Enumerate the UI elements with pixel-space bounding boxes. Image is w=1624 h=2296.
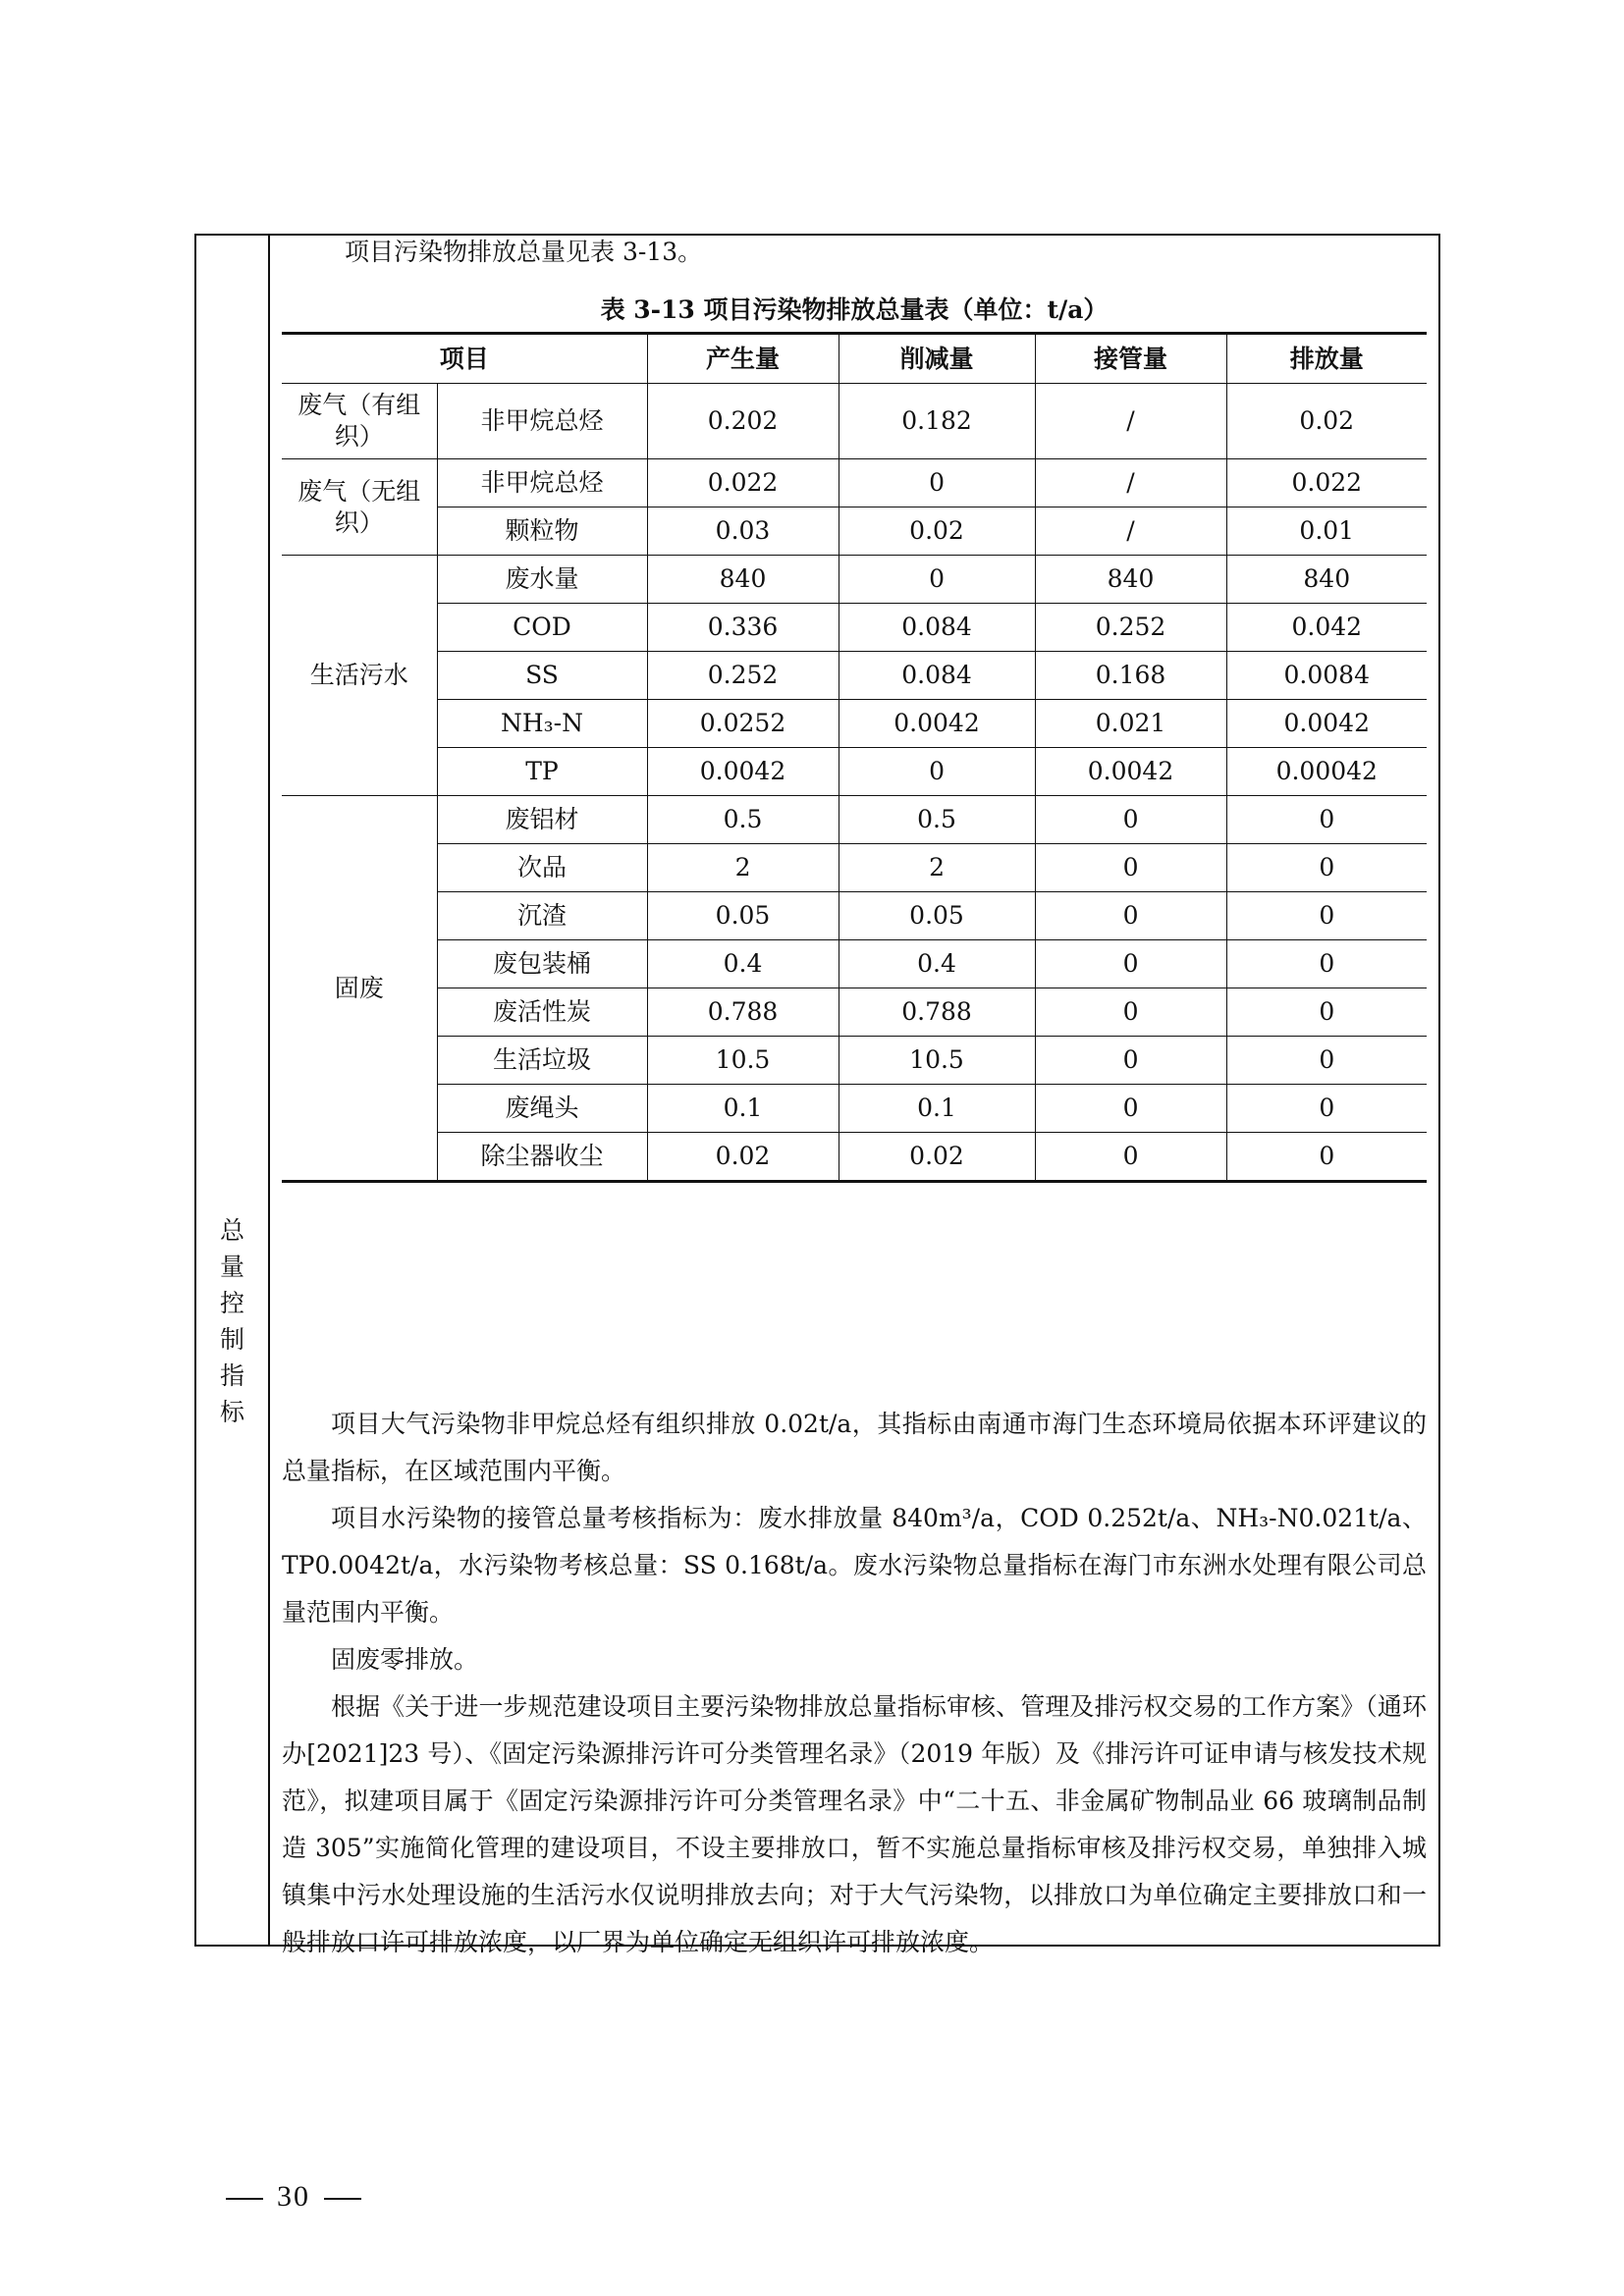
value-cell: 0.02 xyxy=(647,1133,839,1182)
table-row xyxy=(282,1133,1427,1182)
item-cell: 颗粒物 xyxy=(437,507,647,556)
value-cell: 0.03 xyxy=(647,507,839,556)
value-cell: 0 xyxy=(839,459,1035,507)
side-column xyxy=(196,236,270,1945)
header-reduced: 削减量 xyxy=(839,334,1035,384)
value-cell: 0.084 xyxy=(839,604,1035,652)
value-cell: 0.788 xyxy=(839,988,1035,1037)
footer-dash-right xyxy=(324,2198,361,2200)
value-cell: 840 xyxy=(1035,556,1226,604)
value-cell: 0.0042 xyxy=(647,748,839,796)
value-cell: 0 xyxy=(1226,940,1427,988)
value-cell: 0.252 xyxy=(647,652,839,700)
table-row xyxy=(282,892,1427,940)
report-frame xyxy=(194,234,1440,1956)
value-cell: 0.0042 xyxy=(1035,748,1226,796)
value-cell: 0 xyxy=(1035,940,1226,988)
table-row xyxy=(282,384,1427,459)
side-label: 总 量 控 制 指 标 xyxy=(219,1216,244,1426)
value-cell: 0 xyxy=(1035,892,1226,940)
item-cell: 生活垃圾 xyxy=(437,1037,647,1085)
value-cell: 0 xyxy=(1226,844,1427,892)
value-cell: / xyxy=(1035,459,1226,507)
value-cell: 0.05 xyxy=(839,892,1035,940)
value-cell: 0.00042 xyxy=(1226,748,1427,796)
value-cell: 0.168 xyxy=(1035,652,1226,700)
value-cell: 0.05 xyxy=(647,892,839,940)
body-paragraph: 根据《关于进一步规范建设项目主要污染物排放总量指标审核、管理及排污权交易的工作方案》（通环办[2021]23 号）、《固定污染源排污许可分类管理名录》（2019 年版）及《排污许可证申请与核发技术规范》，拟建项目属于《固定污染源排污许可分类管理名录》中“二十五、非金属矿物制品业 66 玻璃制品制造 305”实施简化管理的建设项目，不设主要排放口，暂不实施总量指标审核及排污权交易，单独排入城镇集中污水处理设施的生活污水仅说明排放去向；对于大气污染物，以排放口为单位确定主要排放口和一般排放口许可排放浓度，以厂界为单位确定无组织许可排放浓度。 xyxy=(282,1692,1427,1956)
value-cell: 0.01 xyxy=(1226,507,1427,556)
value-cell: 0.5 xyxy=(839,796,1035,844)
table-row xyxy=(282,652,1427,700)
value-cell: 0 xyxy=(839,748,1035,796)
value-cell: 0.021 xyxy=(1035,700,1226,748)
value-cell: 0 xyxy=(1226,1133,1427,1182)
table-row xyxy=(282,940,1427,988)
value-cell: 0 xyxy=(1035,988,1226,1037)
table-row xyxy=(282,1037,1427,1085)
value-cell: 0.02 xyxy=(839,507,1035,556)
intro-text: 项目污染物排放总量见表 3-13。 xyxy=(345,238,703,266)
item-cell: 沉渣 xyxy=(437,892,647,940)
table-caption: 表 3-13 项目污染物排放总量表（单位：t/a） xyxy=(600,295,1109,324)
value-cell: 0.202 xyxy=(647,384,839,459)
value-cell: 0 xyxy=(1035,1037,1226,1085)
value-cell: 0.252 xyxy=(1035,604,1226,652)
value-cell: 0.0084 xyxy=(1226,652,1427,700)
content-area xyxy=(270,236,1438,1956)
value-cell: / xyxy=(1035,507,1226,556)
item-cell: 非甲烷总烃 xyxy=(437,384,647,459)
value-cell: 2 xyxy=(647,844,839,892)
header-connected: 接管量 xyxy=(1035,334,1226,384)
value-cell: 0.042 xyxy=(1226,604,1427,652)
body-paragraph: 项目水污染物的接管总量考核指标为：废水排放量 840m³/a，COD 0.252t/a、NH₃-N0.021t/a、TP0.0042t/a，水污染物考核总量：SS 0.168t/a。废水污染物总量指标在海门市东洲水处理有限公司总量范围内平衡。 xyxy=(282,1504,1427,1627)
item-cell: 废铝材 xyxy=(437,796,647,844)
item-cell: COD xyxy=(437,604,647,652)
item-cell: 非甲烷总烃 xyxy=(437,459,647,507)
value-cell: 0.0042 xyxy=(839,700,1035,748)
group-cell: 生活污水 xyxy=(282,556,437,796)
group-cell: 废气（有组织） xyxy=(282,384,437,459)
value-cell: 0 xyxy=(1035,844,1226,892)
body-paragraphs xyxy=(282,1401,1427,1966)
value-cell: 2 xyxy=(839,844,1035,892)
value-cell: 0.5 xyxy=(647,796,839,844)
value-cell: 0.182 xyxy=(839,384,1035,459)
table-row xyxy=(282,556,1427,604)
header-discharged: 排放量 xyxy=(1226,334,1427,384)
value-cell: 0.022 xyxy=(647,459,839,507)
value-cell: 0.1 xyxy=(839,1085,1035,1133)
value-cell: 0.0042 xyxy=(1226,700,1427,748)
item-cell: SS xyxy=(437,652,647,700)
value-cell: 0 xyxy=(1226,892,1427,940)
body-paragraph: 项目大气污染物非甲烷总烃有组织排放 0.02t/a，其指标由南通市海门生态环境局依据本环评建议的总量指标，在区域范围内平衡。 xyxy=(282,1410,1427,1485)
item-cell: 废水量 xyxy=(437,556,647,604)
group-cell: 固废 xyxy=(282,796,437,1182)
value-cell: 0 xyxy=(1226,1085,1427,1133)
value-cell: 0.084 xyxy=(839,652,1035,700)
table-row xyxy=(282,844,1427,892)
value-cell: 0.4 xyxy=(647,940,839,988)
value-cell: 840 xyxy=(1226,556,1427,604)
item-cell: 废绳头 xyxy=(437,1085,647,1133)
table-row xyxy=(282,604,1427,652)
value-cell: 0 xyxy=(1226,988,1427,1037)
value-cell: 0 xyxy=(1035,1133,1226,1182)
value-cell: 0.4 xyxy=(839,940,1035,988)
value-cell: 10.5 xyxy=(839,1037,1035,1085)
item-cell: 次品 xyxy=(437,844,647,892)
value-cell: 0.022 xyxy=(1226,459,1427,507)
item-cell: TP xyxy=(437,748,647,796)
group-cell: 废气（无组织） xyxy=(282,459,437,556)
table-row xyxy=(282,748,1427,796)
table-row xyxy=(282,459,1427,507)
value-cell: 0 xyxy=(1035,1085,1226,1133)
value-cell: 0 xyxy=(1226,796,1427,844)
item-cell: 废包装桶 xyxy=(437,940,647,988)
body-paragraph: 固废零排放。 xyxy=(331,1645,479,1674)
page-footer xyxy=(212,2180,375,2214)
value-cell: 0 xyxy=(1035,796,1226,844)
emissions-table xyxy=(282,332,1427,1183)
page-number: 30 xyxy=(277,2180,310,2213)
table-row xyxy=(282,796,1427,844)
value-cell: / xyxy=(1035,384,1226,459)
header-produced: 产生量 xyxy=(647,334,839,384)
value-cell: 0.788 xyxy=(647,988,839,1037)
value-cell: 0.0252 xyxy=(647,700,839,748)
item-cell: 废活性炭 xyxy=(437,988,647,1037)
header-item: 项目 xyxy=(282,334,647,384)
table-header-row xyxy=(282,334,1427,384)
value-cell: 0.336 xyxy=(647,604,839,652)
table-row xyxy=(282,700,1427,748)
footer-dash-left xyxy=(226,2198,263,2200)
value-cell: 840 xyxy=(647,556,839,604)
item-cell: 除尘器收尘 xyxy=(437,1133,647,1182)
value-cell: 0.02 xyxy=(1226,384,1427,459)
table-row xyxy=(282,988,1427,1037)
item-cell: NH₃-N xyxy=(437,700,647,748)
table-row xyxy=(282,507,1427,556)
table-row xyxy=(282,1085,1427,1133)
value-cell: 10.5 xyxy=(647,1037,839,1085)
value-cell: 0 xyxy=(1226,1037,1427,1085)
value-cell: 0.1 xyxy=(647,1085,839,1133)
value-cell: 0 xyxy=(839,556,1035,604)
value-cell: 0.02 xyxy=(839,1133,1035,1182)
